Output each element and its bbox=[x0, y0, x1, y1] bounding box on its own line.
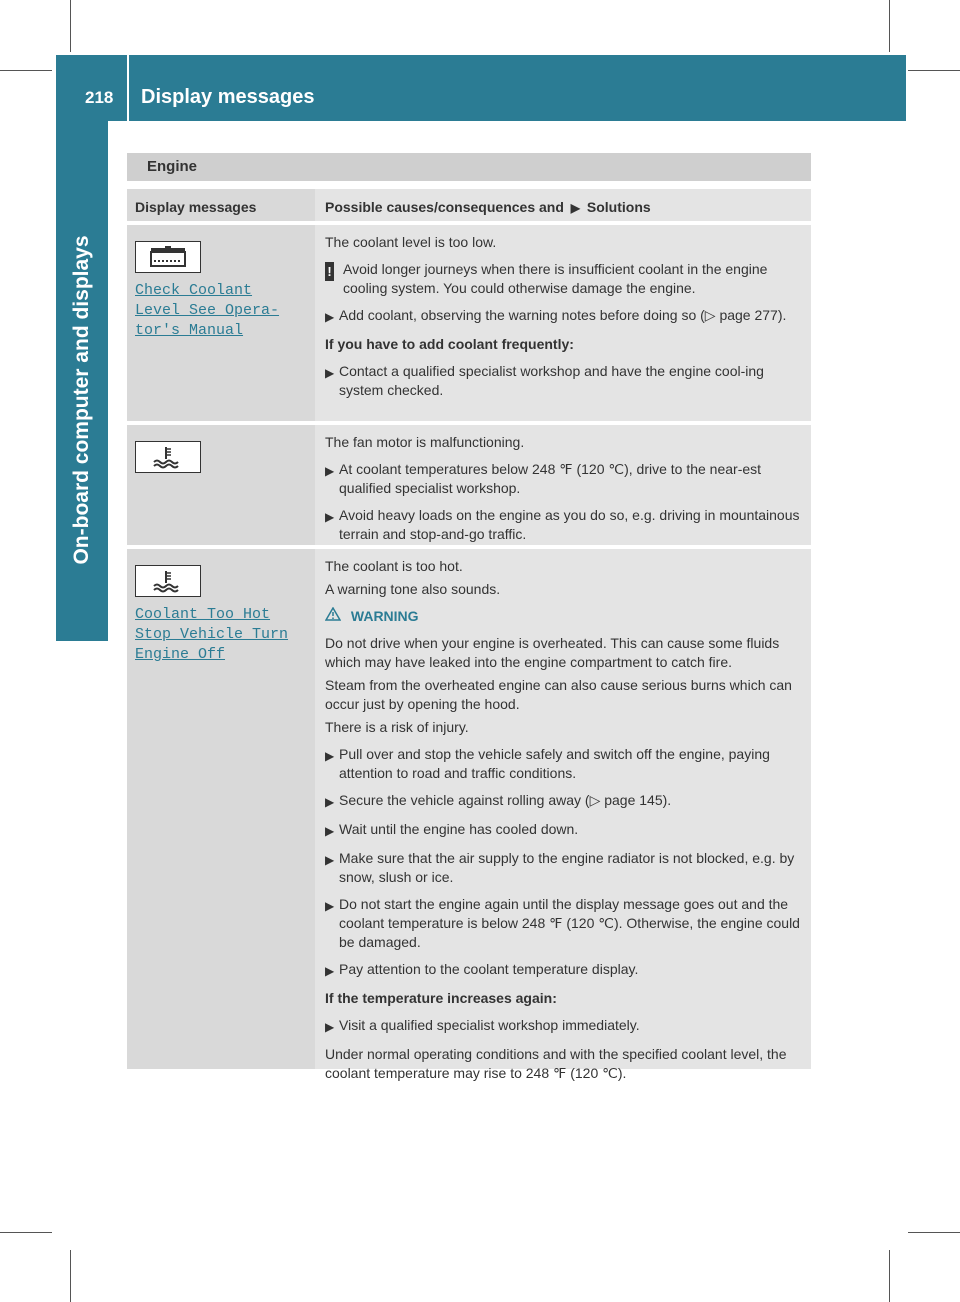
crop-mark bbox=[889, 1250, 890, 1302]
warning-label: WARNING bbox=[350, 608, 419, 624]
side-tab-label: On-board computer and displays bbox=[70, 235, 93, 565]
header-separator bbox=[127, 55, 129, 121]
messages-table bbox=[127, 189, 811, 1081]
table-row: Coolant Too Hot Stop Vehicle Turn Engine Off The coolant is too hot. A warning tone also sounds. WARNING Do not drive when your engine is overheated. This can cause some fluids which may have leaked into the engine compartment to catch fire. Steam from the overheated engine can also cause serious burns which can occur just by opening the hood. There is a risk of injury. ▶ Pull over and stop the vehicle safely and switch off the engine, paying attention to road and traffic conditions. ▶ Secure the vehicle against rolling away (▷ page 145). ▶ Wait until the engine has cooled down. ▶ Make sure that the air supply to the engine radiator is not blocked, e.g. by snow, slush or ice. ▶ Do not start the engine again until the display message goes out and the coolant temperature is below 248 ℉ (120 ℃). Otherwise, the engine could be damaged. ▶ Pay attention to the coolant temperature display. If the temperature increases again: ▶ Visit a qualified specialist workshop immediately. Under normal operating conditions and with the specified coolant level, the coolant temperature may rise to 248 ℉ (120 ℃). bbox=[127, 549, 811, 1069]
display-message-check-coolant: Check Coolant Level See Opera‐ tor's Manual bbox=[135, 282, 280, 339]
table-row: Check Coolant Level See Opera‐ tor's Manual The coolant level is too low. ! Avoid longer journeys when there is insufficient coolant in the engine cooling system. You could otherwise damage the engine. ▶ Add coolant, observing the warning notes before doing so (▷ page 277). If you have to add coolant frequently: ▶ Contact a qualified specialist workshop and have the engine cool-ing system checked. bbox=[127, 225, 811, 421]
page-number: 218 bbox=[85, 88, 114, 107]
col-header-display-messages: Display messages bbox=[127, 189, 315, 221]
cause-text: The coolant level is too low. bbox=[325, 234, 497, 250]
crop-mark bbox=[70, 1250, 71, 1302]
solution-arrow-icon: ▶ bbox=[570, 201, 581, 215]
crop-mark bbox=[70, 0, 71, 52]
coolant-temperature-icon bbox=[135, 441, 201, 473]
page-title: Display messages bbox=[141, 86, 315, 108]
crop-mark bbox=[0, 70, 52, 71]
crop-mark bbox=[0, 1232, 52, 1233]
crop-mark bbox=[889, 0, 890, 52]
action-arrow-icon: ▶ bbox=[325, 464, 335, 478]
table-row: The fan motor is malfunctioning. ▶ At coolant temperatures below 248 ℉ (120 ℃), drive to the near-est qualified specialist workshop. ▶ Avoid heavy loads on the engine as you do so, e.g. driving in mountainous terrain and stop-and-go traffic. bbox=[127, 425, 811, 545]
action-arrow-icon: ▶ bbox=[325, 824, 335, 838]
table-header-row bbox=[127, 189, 811, 221]
action-arrow-icon: ▶ bbox=[325, 1020, 335, 1034]
action-arrow-icon: ▶ bbox=[325, 795, 335, 809]
crop-mark bbox=[908, 1232, 960, 1233]
display-message-coolant-too-hot: Coolant Too Hot Stop Vehicle Turn Engine Off bbox=[135, 606, 289, 663]
notice-icon: ! bbox=[325, 262, 334, 281]
coolant-temperature-icon bbox=[135, 565, 201, 597]
action-arrow-icon: ▶ bbox=[325, 310, 335, 324]
warning-triangle-icon bbox=[325, 607, 341, 624]
action-arrow-icon: ▶ bbox=[325, 510, 335, 524]
action-arrow-icon: ▶ bbox=[325, 899, 335, 913]
action-arrow-icon: ▶ bbox=[325, 964, 335, 978]
action-arrow-icon: ▶ bbox=[325, 749, 335, 763]
action-arrow-icon: ▶ bbox=[325, 366, 335, 380]
action-arrow-icon: ▶ bbox=[325, 853, 335, 867]
col-header-solutions: Possible causes/consequences and ▶ Solutions bbox=[315, 189, 811, 221]
crop-mark bbox=[908, 70, 960, 71]
coolant-level-icon bbox=[135, 241, 201, 273]
section-title: Engine bbox=[127, 153, 811, 181]
